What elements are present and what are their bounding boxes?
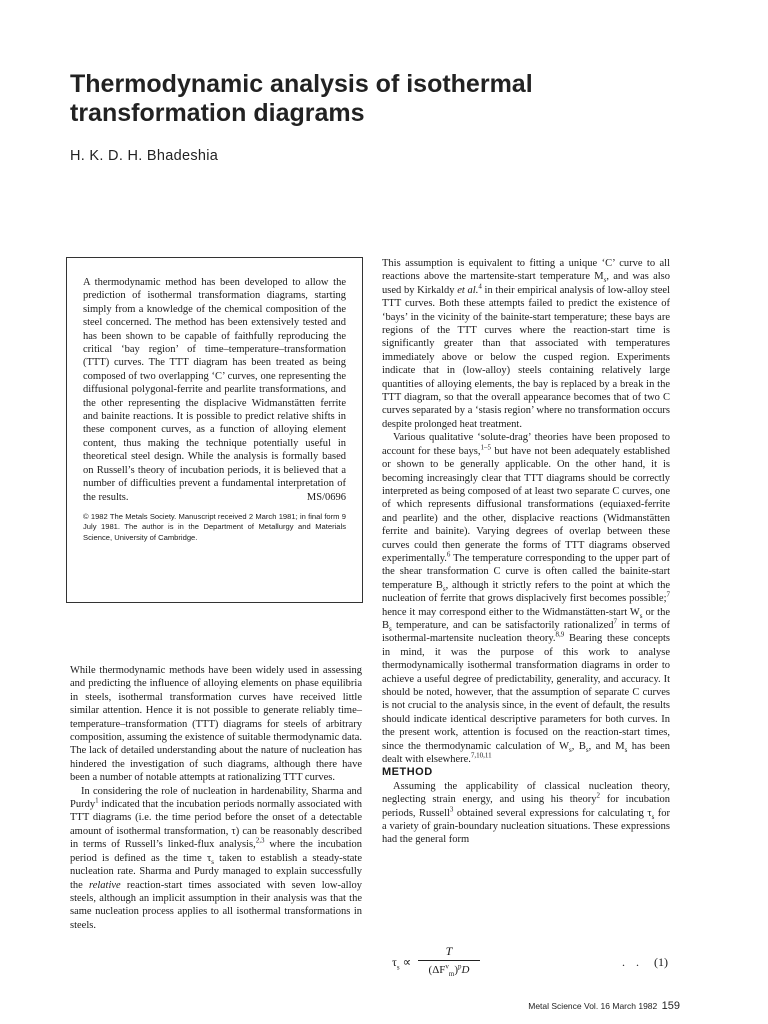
abstract-body: A thermodynamic method has been developed to allow the prediction of isothermal transformation diagrams, starting simply from a knowledge of the chemical composition of the steel concerned. The method has been extensively tested and has been shown to be capable of faithfully reproducing the critical ‘bay region’ of time–temperature–transformation (TTT) curves. The TTT diagram has been treated as being composed of two overlapping ‘C’ curves, one representing the diffusional polygonal-ferrite and pearlite transformations, and the other representing the displacive Widmanstätten ferrite and bainite reactions. It is possible to predict relative shifts in these component curves, as a function of alloying element content, thus making the technique potentially useful in theoretical steel design. While the analysis is formally based on Russell’s theory of incubation periods, it is believed that a number of difficulties prevent a fundamental interpretation of the results. xyxy=(83,277,346,503)
intro-paragraph-1: While thermodynamic methods have been widely used in assessing and predicting the influence of alloying elements on phase equilibria in steels, isothermal transformation curves have received little similar attention. Hence it is not possible to generate reliably time–temperature–transformation (TTT) diagrams for steels of arbitrary composition, assuming the existence of suitable thermodynamic data. The lack of detailed understanding about the nature of nucleation has hindered the investigation of such diagrams, although there have been a number of notable attempts at rationalizing TTT curves. xyxy=(70,665,362,784)
author-name: H. K. D. H. Bhadeshia xyxy=(70,148,219,164)
page-footer xyxy=(480,1000,680,1012)
journal-date: March 1982 xyxy=(612,1001,658,1011)
left-column xyxy=(70,664,362,932)
intro-paragraph-2: In considering the role of nucleation in hardenability, Sharma and Purdy$^1$ indicated that the incubation periods normally associated with TTT diagrams (i.e. the time period before the onset of a detectable amount of isothermal transformation, τ) can be reasonably described in terms of Russell’s linked-flux analysis,$^{2,3}$ where the incubation period is defined as the time $\tau_s$ taken to establish a steady-state nucleation rate. Sharma and Purdy managed to explain successfully the relative reaction-start times associated with seven low-alloy steels, although an implicit assumption in their analysis was that the same nucleation process applies to all isothermal transformations in steels. xyxy=(70,785,362,931)
equation-leader-dots: . . xyxy=(622,955,643,969)
abstract-box xyxy=(66,257,363,603)
abstract-text xyxy=(83,276,346,504)
method-heading: METHOD xyxy=(382,766,433,779)
equation-number: (1) xyxy=(654,955,668,969)
body-paragraph-1: This assumption is equivalent to fitting a unique ‘C’ curve to all reactions above the martensite-start temperature $M_s$, and was also used by Kirkaldy et al.$^4$ in their empirical analysis of low-alloy steel TTT curves. Both these attempts failed to predict the existence of ‘bays’ in the vicinity of the bainite-start temperature; these bays are regions of the TTT curves where the reaction-start time is significantly greater than that associated with temperatures immediately above or below the cusped region. Experiments indicate that in (low-alloy) steels containing relatively large quantities of alloying elements, the bay is replaced by a break in the TTT diagram, so that the overall appearance becomes that of two C curves separated by a ‘stasis region’ where no transformation occurs despite prolonged heat treatment. xyxy=(382,258,671,430)
journal-name: Metal Science xyxy=(528,1001,582,1011)
equation-numerator: T xyxy=(445,944,453,958)
paper-title: Thermodynamic analysis of isothermal transformation diagrams xyxy=(70,70,533,127)
equation-1 xyxy=(392,944,672,980)
equation-denominator: $(\Delta F^v_m)^pD$ xyxy=(428,962,470,979)
journal-volume: Vol. 16 xyxy=(584,1001,610,1011)
body-paragraph-2: Various qualitative ‘solute-drag’ theories have been proposed to account for these bays,$^{1-5}$ but have not been adequately established or shown to be generally applicable. On the other hand, it is becoming increasingly clear that TTT diagrams should be correctly interpreted as being composed of at least two separate C curves, one of which represents diffusional transformations (equiaxed-ferrite and pearlite) and the other, displacive reactions (Widmanstätten ferrite and bainite). Varying degrees of overlap between these curves could then generate the forms of TTT diagrams observed experimentally.$^6$ The temperature corresponding to the upper part of the shear transformation C curve is often called the bainite-start temperature $B_s$, although it strictly refers to the point at which the nucleation of ferrite that grows displacively first becomes possible;$^7$ hence it may correspond either to the Widmanstätten-start $W_s$ or the $B_s$ temperature, and can be satisfactorily rationalized$^7$ in terms of isothermal-martensite nucleation theory.$^{8,9}$ Bearing these concepts in mind, it was the purpose of this work to analyse thermodynamically isothermal transformation diagrams in order to achieve a useful degree of predictability, generality, and accuracy. It should be noted, however, that the assumption of separate C curves is not crucial to the analysis since, in the event of default, the results should indicate identical descriptive parameters for both curves. In the present work, attention is focused on the reaction-start times, since the thermodynamic calculation of $W_s$, $B_s$, and $M_s$ has been dealt with elsewhere.$^{7,10,11}$ xyxy=(382,432,671,766)
manuscript-code: MS/0696 xyxy=(306,491,346,503)
right-column xyxy=(382,257,670,847)
abstract-note: © 1982 The Metals Society. Manuscript received 2 March 1981; in final form 9 July 1981. The author is in the Department of Metallurgy and Materials Science, University of Cambridge. xyxy=(83,511,346,542)
page-number: 159 xyxy=(661,1000,680,1012)
equation-lhs: $\tau_s$ ∝ xyxy=(392,955,412,972)
fraction-bar xyxy=(418,960,480,961)
method-paragraph: Assuming the applicability of classical nucleation theory, neglecting strain energy, and using his theory$^2$ for incubation periods, Russell$^3$ obtained several expressions for calculating $\tau_s$ for a variety of grain-boundary nucleation situations. These expressions had the general form xyxy=(382,780,670,846)
equation-fraction xyxy=(418,944,480,978)
